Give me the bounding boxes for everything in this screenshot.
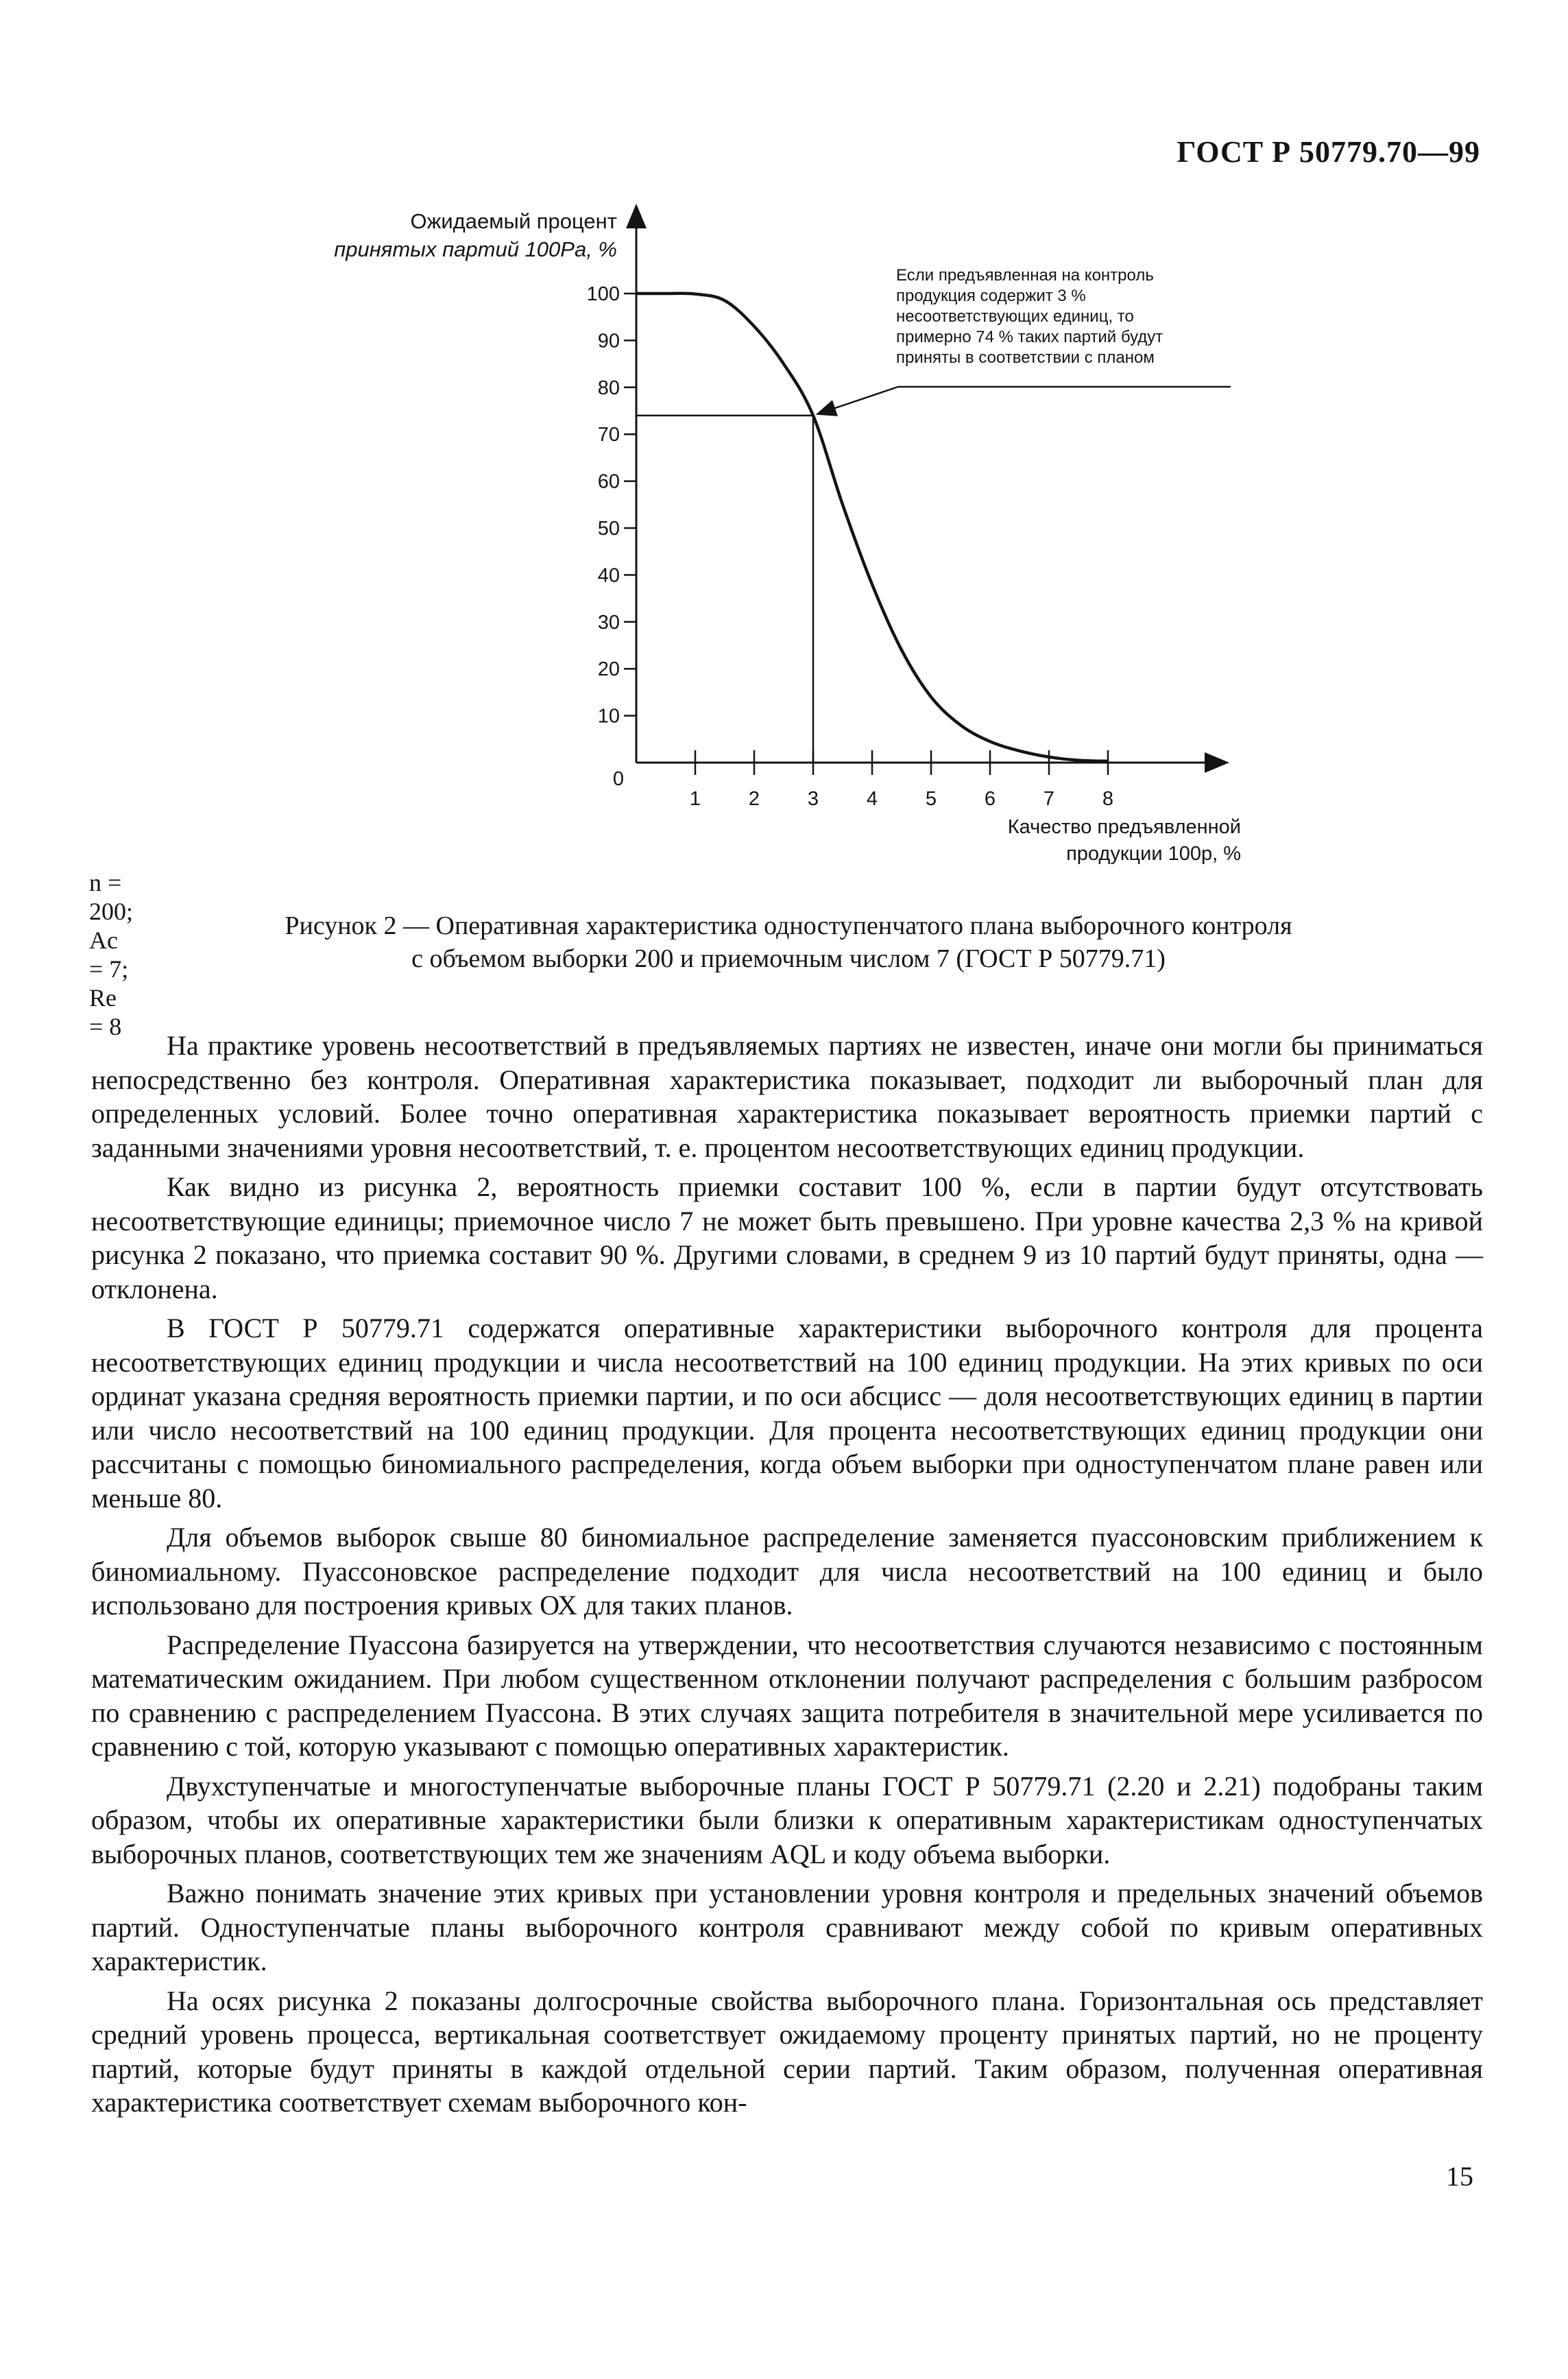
x-tick-label: 2 xyxy=(748,788,760,810)
x-tick-label: 7 xyxy=(1043,788,1055,810)
y-axis-title-line2: принятых партий 100Pa, % xyxy=(334,237,617,261)
x-tick-label: 1 xyxy=(689,788,701,810)
y-axis-title-line1: Ожидаемый процент xyxy=(410,209,617,233)
y-tick-label: 20 xyxy=(597,658,620,681)
paragraph: На осях рисунка 2 показаны долгосрочные свойства выборочного плана. Горизонтальная ось представляет средний уровень процесса, вертикальная соответствует ожидаемому проценту принятых партий, но не проценту партий, которые будут приняты в каждой отдельной серии партий. Таким образом, полученная оперативная характеристика соответствует схемам выборочного кон- xyxy=(91,1985,1483,2118)
y-tick-label: 70 xyxy=(597,424,620,446)
y-axis-title xyxy=(261,207,617,263)
standard-code-header: ГОСТ Р 50779.70—99 xyxy=(1177,135,1480,169)
y-tick-label: 0 xyxy=(612,768,624,790)
y-tick-label: 100 xyxy=(586,283,620,305)
chart-annotation xyxy=(896,265,1253,368)
paragraph: Двухступенчатые и многоступенчатые выборочные планы ГОСТ Р 50779.71 (2.20 и 2.21) подобраны таким образом, чтобы их оперативные характеристики были близки к оперативным характеристикам одноступенчатых выборочных планов, соответствующих тем же значениям AQL и коду объема выборки. xyxy=(91,1770,1483,1869)
x-tick-label: 8 xyxy=(1102,788,1114,810)
paragraph: Как видно из рисунка 2, вероятность приемки составит 100 %, если в партии будут отсутствовать несоответствующие единицы; приемочное число 7 не может быть превышено. При уровне качества 2,3 % на кривой рисунка 2 показано, что приемка составит 90 %. Другими словами, в среднем 9 из 10 партий будут приняты, одна — отклонена. xyxy=(91,1171,1483,1304)
x-tick-label: 6 xyxy=(984,788,996,810)
annotation-line: приняты в соответствии с планом xyxy=(896,348,1155,367)
annotation-arrow xyxy=(817,387,898,414)
y-tick-label: 40 xyxy=(597,564,620,587)
x-axis-title-line1: Качество предъявленной xyxy=(1007,816,1241,838)
y-tick-label: 80 xyxy=(597,376,620,399)
y-tick-label: 10 xyxy=(597,705,620,728)
annotation-line: несоответствующих единиц, то xyxy=(896,307,1134,326)
body-text xyxy=(91,1029,1483,2125)
sampling-plan-params: n = 200; Ac = 7; Re = 8 xyxy=(89,869,134,1040)
x-tick-label: 3 xyxy=(807,788,819,810)
paragraph: Для объемов выборок свыше 80 биномиальное распределение заменяется пуассоновским приближением к биномиальному. Пуассоновское распределение подходит для числа несоответствий на 100 единиц и было использовано для построения кривых ОХ для таких планов. xyxy=(91,1522,1483,1621)
y-tick-label: 60 xyxy=(597,470,620,493)
x-axis-title-line2: продукции 100p, % xyxy=(1066,843,1241,865)
paragraph: Распределение Пуассона базируется на утверждении, что несоответствия случаются независимо с постоянным математическим ожиданием. При любом существенном отклонении получают распределения с большим разбросом по сравнению с распределением Пуассона. В этих случаях защита потребителя в значительной мере усиливается по сравнению с той, которую указывают с помощью оперативных характеристик. xyxy=(91,1629,1483,1762)
x-tick-label: 5 xyxy=(925,788,937,810)
oc-curve-chart xyxy=(0,0,1568,892)
y-tick-label: 90 xyxy=(597,330,620,352)
x-axis-title xyxy=(884,814,1241,868)
figure-caption-line2: с объемом выборки 200 и приемочным числом 7 (ГОСТ Р 50779.71) xyxy=(411,944,1166,973)
paragraph: На практике уровень несоответствий в предъявляемых партиях не известен, иначе они могли бы приниматься непосредственно без контроля. Оперативная характеристика показывает, подходит ли выборочный план для определенных условий. Более точно оперативная характеристика показывает вероятность приемки партий с заданными значениями уровня несоответствий, т. е. процентом несоответствующих единиц продукции. xyxy=(91,1030,1483,1163)
y-tick-label: 50 xyxy=(597,518,620,540)
figure-caption xyxy=(137,909,1440,975)
annotation-line: примерно 74 % таких партий будут xyxy=(896,328,1163,346)
annotation-line: продукция содержит 3 % xyxy=(896,287,1086,305)
paragraph: Важно понимать значение этих кривых при установлении уровня контроля и предельных значений объемов партий. Одноступенчатые планы выборочного контроля сравнивают между собой по кривым оперативных характеристик. xyxy=(91,1878,1483,1976)
figure-caption-line1: Рисунок 2 — Оперативная характеристика одноступенчатого плана выборочного контроля xyxy=(285,911,1292,940)
page-number: 15 xyxy=(1446,2161,1473,2192)
paragraph: В ГОСТ Р 50779.71 содержатся оперативные характеристики выборочного контроля для процента несоответствующих единиц продукции и числа несоответствий на 100 единиц продукции. На этих кривых по оси ординат указана средняя вероятность приемки партии, и по оси абсцисс — доля несоответствующих единиц в партии или число несоответствий на 100 единиц продукции. Для процента несоответствующих единиц продукции они рассчитаны с помощью биномиального распределения, когда объем выборки при одноступенчатом плане равен или меньше 80. xyxy=(91,1313,1483,1514)
y-tick-label: 30 xyxy=(597,611,620,634)
annotation-line: Если предъявленная на контроль xyxy=(896,266,1154,285)
guide-lines xyxy=(636,387,1231,763)
x-tick-label: 4 xyxy=(866,788,878,810)
